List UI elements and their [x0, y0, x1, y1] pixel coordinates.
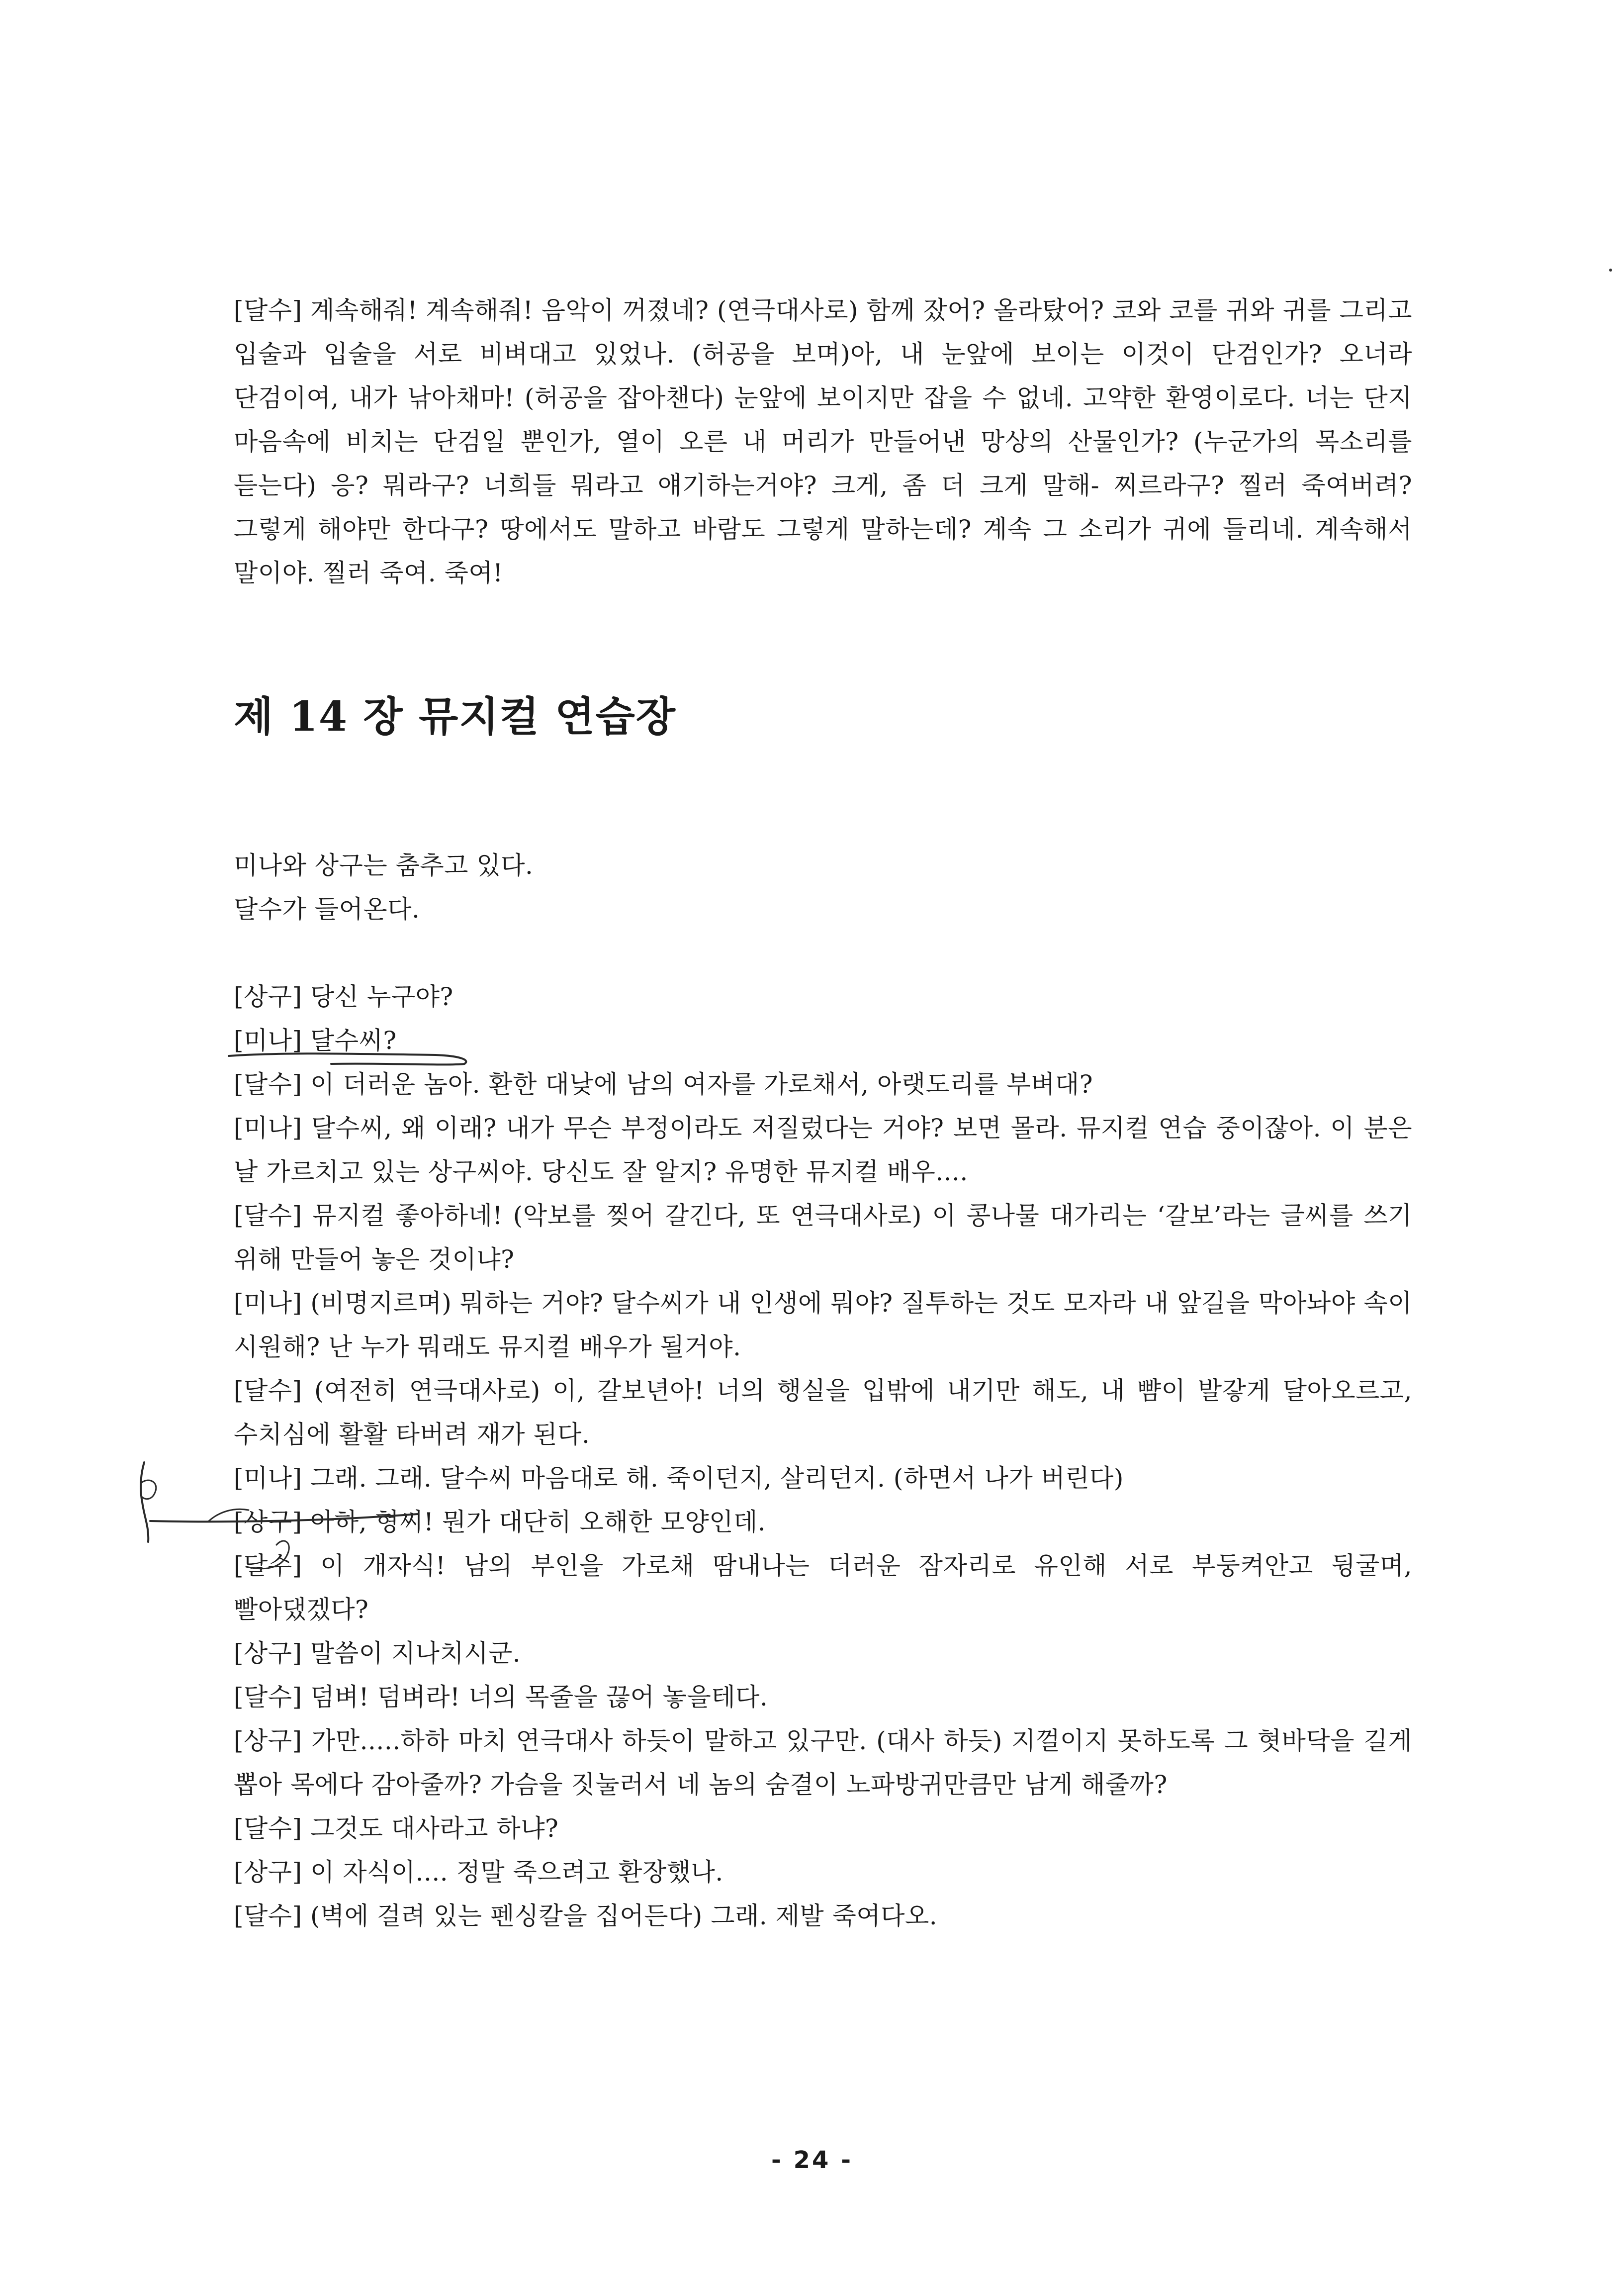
dialogue-line: [달수] 뮤지컬 좋아하네! (악보를 찢어 갈긴다, 또 연극대사로) 이 콩나물 대가리는 ‘갈보’라는 글씨를 쓰기 위해 만들어 놓은 것이냐? — [234, 1201, 1412, 1274]
dialogue-line: [미나] 달수씨, 왜 이래? 내가 무슨 부정이라도 저질렀다는 거야? 보면 몰라. 뮤지컬 연습 중이잖아. 이 분은 날 가르치고 있는 상구씨야. 당신도 잘 알지? 유명한 뮤지컬 배우.... — [234, 1114, 1412, 1186]
dialogue-line: [달수] (벽에 걸려 있는 펜싱칼을 집어든다) 그래. 제발 죽여다오. — [234, 1901, 938, 1930]
dialogue-line: [달수] 덤벼! 덤벼라! 너의 목줄을 끊어 놓을테다. — [234, 1683, 768, 1711]
dialogue-line-struck — [234, 1019, 1412, 1062]
struck-text: [미나] 달수씨? — [234, 1026, 397, 1055]
page-number: - 24 - — [771, 2146, 853, 2174]
stage-direction: 미나와 상구는 춤추고 있다. — [234, 851, 534, 880]
dialogue-block — [234, 975, 1412, 1938]
dialogue-line: [상구] 말씀이 지나치시군. — [234, 1639, 521, 1668]
dialogue-line: [상구] 당신 누구야? — [234, 982, 453, 1011]
dialogue-line: [달수] 이 개자식! 남의 부인을 가로채 땀내나는 더러운 잠자리로 유인해 서로 부둥켜안고 뒹굴며, 빨아댔겠다? — [234, 1551, 1412, 1624]
dialogue-line: [달수] (여전히 연극대사로) 이, 갈보년아! 너의 행실을 입밖에 내기만 해도, 내 뺨이 발갛게 달아오르고, 수치심에 활활 타버려 재가 된다. — [234, 1376, 1412, 1449]
dialogue-line: [달수] 이 더러운 놈아. 환한 대낮에 남의 여자를 가로채서, 아랫도리를 부벼대? — [234, 1070, 1093, 1099]
dialogue-line: [상구] 이 자식이.... 정말 죽으려고 환장했나. — [234, 1858, 723, 1887]
stray-ink-dot — [1609, 269, 1612, 272]
spacer — [234, 595, 1412, 689]
dialogue-line: [상구] 아하, 형씨! 뭔가 대단히 오해한 모양인데. — [234, 1508, 766, 1536]
dialogue-line: [미나] 그래. 그래. 달수씨 마음대로 해. 죽이던지, 살리던지. (하면서 나가 버린다) — [234, 1464, 1124, 1493]
dialogue-line: [상구] 가만.....하하 마치 연극대사 하듯이 말하고 있구만. (대사 하듯) 지껄이지 못하도록 그 혓바닥을 길게 뽑아 목에다 감아줄까? 가슴을 짓눌러서 네 놈의 숨결이 노파방귀만큼만 남게 해줄까? — [234, 1726, 1412, 1799]
spacer — [234, 744, 1412, 844]
intro-paragraph: [달수] 계속해줘! 계속해줘! 음악이 꺼졌네? (연극대사로) 함께 잤어? 올라탔어? 코와 코를 귀와 귀를 그리고 입술과 입술을 서로 비벼대고 있었나. (허공을 보며)아, 내 눈앞에 보이는 이것이 단검인가? 오너라 단검이여, 내가 낚아채마! (허공을 잡아챈다) 눈앞에 보이지만 잡을 수 없네. 고약한 환영이로다. 너는 단지 마음속에 비치는 단검일 뿐인가, 열이 오른 내 머리가 만들어낸 망상의 산물인가? (누군가의 목소리를 듣는다) 응? 뭐라구? 너희들 뭐라고 얘기하는거야? 크게, 좀 더 크게 말해- 찌르라구? 찔러 죽여버려? 그렇게 해야만 한다구? 땅에서도 말하고 바람도 그렇게 말하는데? 계속 그 소리가 귀에 들리네. 계속해서 말이야. 찔러 죽여. 죽여! — [234, 296, 1412, 587]
stage-direction: 달수가 들어온다. — [234, 895, 420, 924]
dialogue-line: [미나] (비명지르며) 뭐하는 거야? 달수씨가 내 인생에 뭐야? 질투하는 것도 모자라 내 앞길을 막아놔야 속이 시원해? 난 누가 뭐래도 뮤지컬 배우가 될거야. — [234, 1289, 1412, 1361]
dialogue-line: [달수] 그것도 대사라고 하냐? — [234, 1814, 559, 1843]
page-content — [234, 288, 1412, 1938]
scene-heading: 제 14 장 뮤지컬 연습장 — [234, 693, 676, 741]
struck-text-wrapper — [234, 1026, 397, 1055]
spacer — [234, 931, 1412, 975]
